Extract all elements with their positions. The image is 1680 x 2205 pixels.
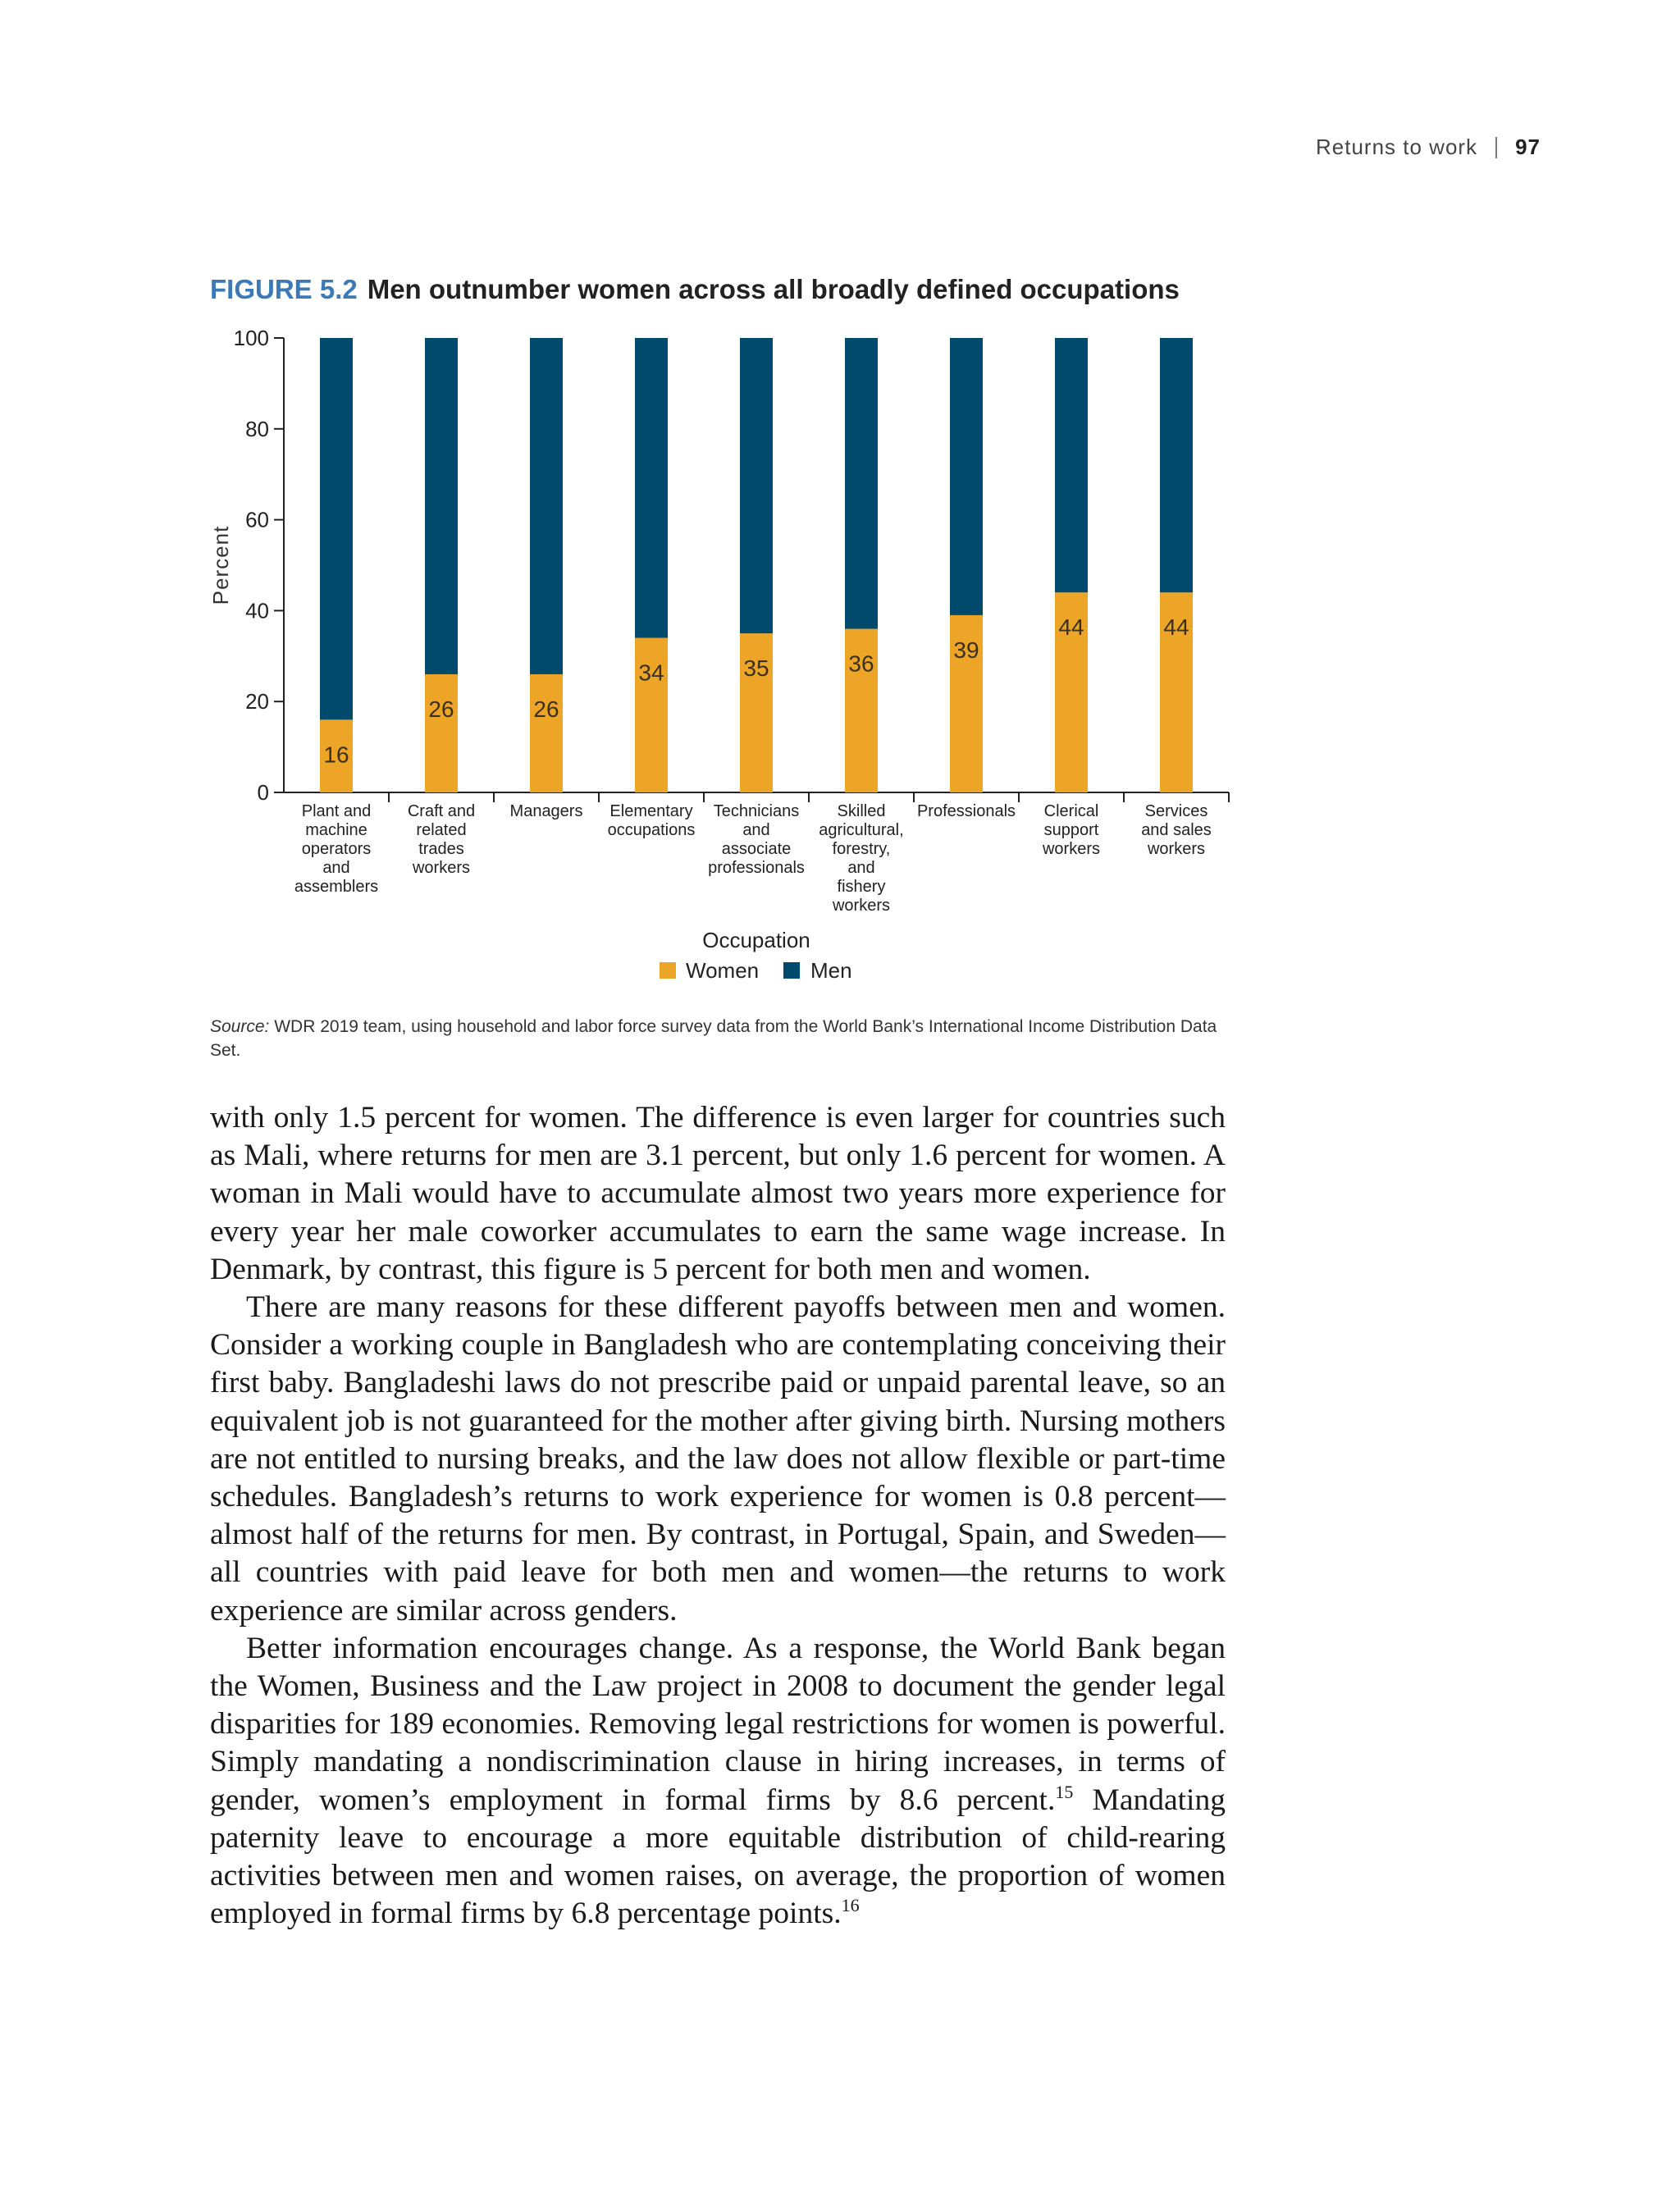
x-tick-label: professionals bbox=[708, 859, 805, 877]
y-tick-label: 60 bbox=[245, 507, 269, 532]
figure-title-text: Men outnumber women across all broadly defined occupations bbox=[367, 274, 1180, 304]
paragraph-3 bbox=[210, 1630, 1226, 1933]
legend-label-men: Men bbox=[810, 958, 852, 983]
x-tick-label: and bbox=[322, 859, 350, 877]
bar-men bbox=[740, 338, 773, 633]
y-tick-label: 80 bbox=[245, 416, 269, 441]
x-tick-label: support bbox=[1043, 821, 1099, 839]
bar-men bbox=[950, 338, 983, 615]
data-label: 36 bbox=[848, 651, 874, 677]
x-tick-label: assemblers bbox=[294, 878, 379, 896]
x-tick-label: occupations bbox=[607, 821, 696, 839]
data-label: 26 bbox=[533, 696, 559, 722]
y-axis-title: Percent bbox=[208, 525, 233, 605]
x-tick-label: workers bbox=[832, 897, 891, 915]
x-tick-label: workers bbox=[1147, 840, 1206, 858]
x-tick-label: operators bbox=[301, 840, 372, 858]
bar-women bbox=[425, 674, 458, 792]
paragraph-3-part-2: Mandating paternity leave to encourage a more equitable distribution of child-rearing activities between men and women raises, on average, the proportion of women employed in formal firms by 6.8 percentage points. bbox=[210, 1783, 1226, 1931]
x-tick-label: Plant and bbox=[301, 802, 372, 820]
paragraph-1: with only 1.5 percent for women. The difference is even larger for countries such as Mali, where returns for men are 3.1 percent, but only 1.6 percent for women. A woman in Mali would have to accumulate almost two years more experience for every year her male coworker accumulates to earn the same wage increase. In Denmark, by contrast, this figure is 5 percent for both men and women. bbox=[210, 1101, 1226, 1286]
x-tick-label: agricultural, bbox=[819, 821, 904, 839]
bar-men bbox=[1055, 338, 1088, 592]
x-tick-label: Technicians bbox=[713, 802, 800, 820]
x-tick-label: related bbox=[416, 821, 467, 839]
legend-swatch-men bbox=[783, 962, 800, 979]
legend-label-women: Women bbox=[686, 958, 760, 983]
x-tick-label: Professionals bbox=[916, 802, 1016, 820]
data-label: 44 bbox=[1163, 614, 1189, 641]
x-tick-label: associate bbox=[721, 840, 792, 858]
bar-men bbox=[425, 338, 458, 674]
x-tick-label: Managers bbox=[509, 802, 583, 820]
bar-men bbox=[1160, 338, 1193, 592]
bar-women bbox=[530, 674, 563, 792]
bar-men bbox=[320, 338, 353, 719]
y-tick-label: 0 bbox=[257, 780, 269, 805]
paragraph-2: There are many reasons for these different payoffs between men and women. Consider a working couple in Bangladesh who are contemplating conceiving their first baby. Bangladeshi laws do not prescribe paid or unpaid parental leave, so an equivalent job is not guaranteed for the mother after giving birth. Nursing mothers are not entitled to nursing breaks, and the law does not allow flexible or part-time schedules. Bangladesh’s returns to work experience for women is 0.8 percent—almost half of the returns for men. By contrast, in Portugal, Spain, and Sweden—all countries with paid leave for both men and women—the returns to work experience are similar across genders. bbox=[210, 1290, 1226, 1628]
x-axis-title: Occupation bbox=[702, 928, 810, 952]
data-label: 34 bbox=[638, 660, 664, 686]
data-label: 44 bbox=[1058, 614, 1084, 641]
paragraph-3-part-1: Better information encourages change. As a response, the World Bank began the Women, Business and the Law project in 2008 to document the gender legal disparities for 189 economies. Removing legal restrictions for women is powerful. Simply mandating a nondiscrimination clause in hiring increases, in terms of gender, women’s employment in formal firms by 8.6 percent. bbox=[210, 1631, 1226, 1817]
chart bbox=[0, 0, 1680, 1009]
x-tick-label: workers bbox=[412, 859, 471, 877]
data-label: 26 bbox=[428, 696, 454, 722]
legend-swatch-women bbox=[660, 962, 676, 979]
figure-label: FIGURE 5.2 bbox=[210, 274, 358, 304]
bar-men bbox=[530, 338, 563, 674]
x-tick-label: Services bbox=[1144, 802, 1208, 820]
x-tick-label: forestry, bbox=[832, 840, 891, 858]
x-tick-label: Craft and bbox=[407, 802, 476, 820]
page-number: 97 bbox=[1515, 135, 1541, 159]
x-tick-label: Elementary bbox=[609, 802, 693, 820]
x-tick-label: and bbox=[742, 821, 770, 839]
x-tick-label: fishery bbox=[837, 878, 886, 896]
bar-men bbox=[635, 338, 668, 638]
data-label: 16 bbox=[323, 742, 349, 768]
y-tick-label: 100 bbox=[233, 326, 269, 350]
source-text: WDR 2019 team, using household and labor force survey data from the World Bank’s International Income Distribution Data Set. bbox=[210, 1017, 1217, 1060]
footnote-ref-16: 16 bbox=[841, 1895, 860, 1916]
data-label: 39 bbox=[953, 637, 979, 663]
bar-men bbox=[845, 338, 878, 629]
x-tick-label: trades bbox=[418, 840, 464, 858]
x-tick-label: machine bbox=[305, 821, 368, 839]
data-label: 35 bbox=[743, 655, 769, 682]
y-tick-label: 40 bbox=[245, 598, 269, 623]
x-tick-label: Clerical bbox=[1043, 802, 1099, 820]
body-text bbox=[210, 1099, 1226, 1933]
x-tick-label: Skilled bbox=[837, 802, 886, 820]
x-tick-label: and bbox=[847, 859, 875, 877]
figure-source bbox=[210, 1015, 1227, 1062]
running-head-title: Returns to work bbox=[1316, 135, 1478, 159]
x-tick-label: workers bbox=[1042, 840, 1101, 858]
x-tick-label: and sales bbox=[1141, 821, 1212, 839]
source-label: Source: bbox=[210, 1017, 270, 1036]
footnote-ref-15: 15 bbox=[1055, 1781, 1074, 1802]
y-tick-label: 20 bbox=[245, 689, 269, 714]
